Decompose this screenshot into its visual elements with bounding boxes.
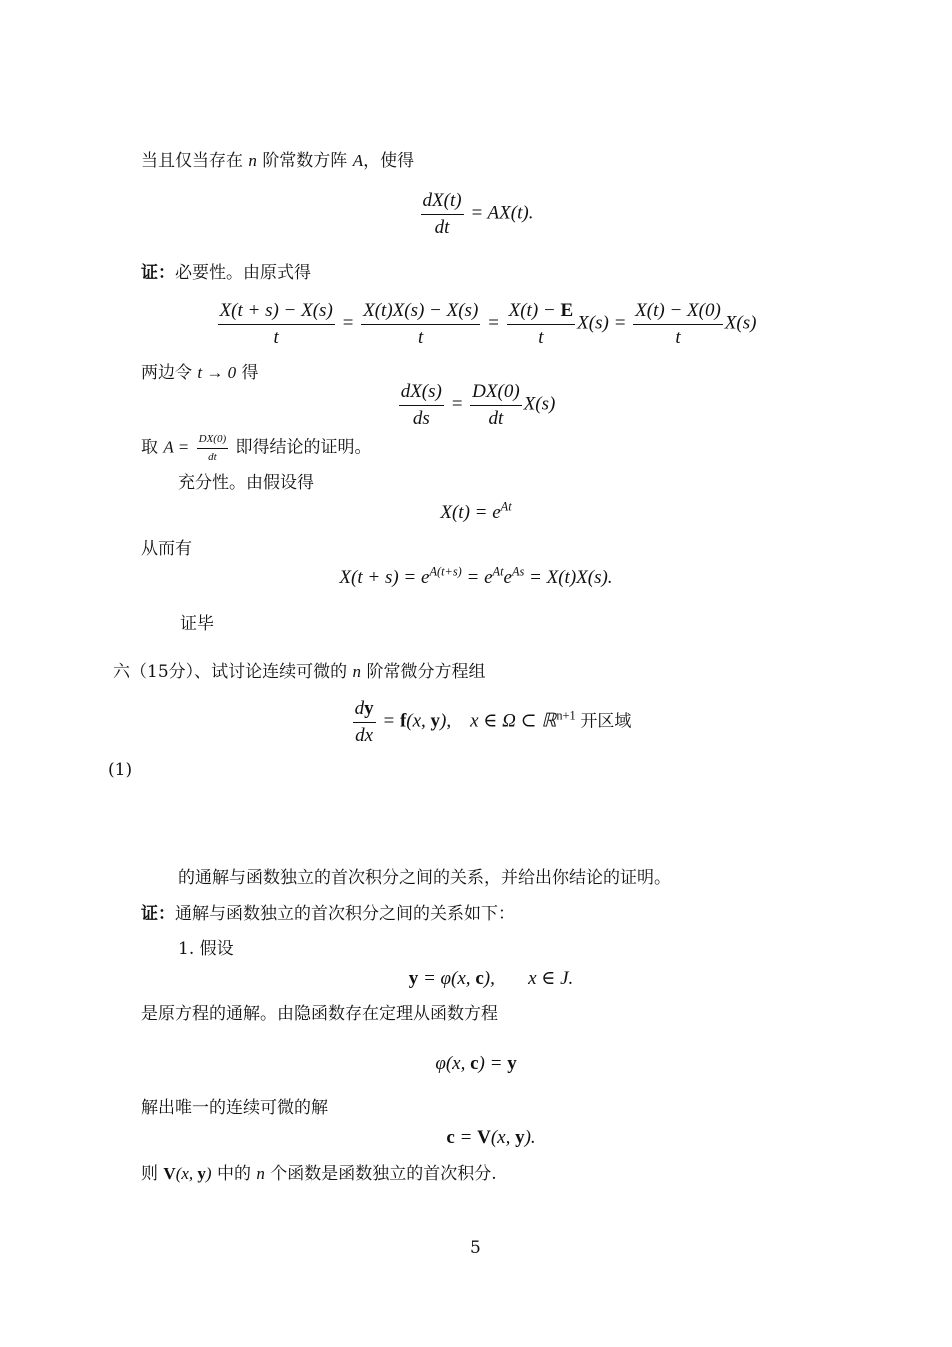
equation-general-solution: y = φ(x, c), x ∈ J. <box>408 968 574 989</box>
qed-text: 证毕 <box>180 614 214 634</box>
proof-necessity-line: 证：必要性。由原式得 <box>141 263 311 283</box>
limit-line: 两边令 t → 0 得 <box>141 363 259 383</box>
equation-semigroup: $X(t + s) = e^{A(t+s)} = e^{At}e^{As} = X(t)X(s)$. <box>339 564 613 588</box>
proof-relation-line: 证：通解与函数独立的首次积分之间的关系如下： <box>141 904 515 924</box>
general-solution-line: 是原方程的通解。由隐函数存在定理从函数方程 <box>141 1004 498 1024</box>
equation-phi: φ(x, c) = y <box>435 1053 517 1074</box>
equation-dXdt: $\frac{dX(t)}{dt}$ = AX(t). <box>422 190 534 238</box>
intro-line: 当且仅当存在 n 阶常数方阵 A，使得 <box>141 151 415 171</box>
equation-dXds: $\frac{dX(s)}{ds}$ = $\frac{DX(0)}{dt}$ X(s) <box>400 381 556 429</box>
equation-exponential: $X(t) = e^{At}$ <box>440 499 512 523</box>
question-6-heading: 六（15分）、试讨论连续可微的 n 阶常微分方程组 <box>113 662 486 682</box>
hence-line: 从而有 <box>141 539 192 559</box>
solve-line: 解出唯一的连续可微的解 <box>141 1098 328 1118</box>
sufficiency-line: 充分性。由假设得 <box>178 473 314 493</box>
item-1: 1. 假设 <box>178 939 234 959</box>
equation-difference-quotient: $\frac{X(t + s) - X(s)}{t}$ = $\frac{X(t)X(s) - X(s)}{t}$ = $\frac{X(t) - E}{t}$ X(s) = $\frac{X(t) - X(0)}{t}$ X(s) <box>219 300 757 348</box>
equation-ode-system: $\frac{dy}{dx}$ = f(x, y), x ∈ Ω ⊂ ℝ$^{n+1}$ 开区域 <box>354 698 632 746</box>
take-A-line: 取 A = $\frac{DX(0)}{dt}$ 即得结论的证明。 <box>141 433 372 463</box>
page-number: 5 <box>470 1238 481 1258</box>
fraction: $\frac{dX(t)}{dt}$ <box>422 190 462 238</box>
conclusion-line: 则 V(x, y) 中的 n 个函数是函数独立的首次积分. <box>141 1164 497 1184</box>
equation-c-V: c = V(x, y). <box>446 1127 536 1148</box>
equation-number: (1) <box>108 760 133 780</box>
question-6-continuation: 的通解与函数独立的首次积分之间的关系，并给出你结论的证明。 <box>178 868 671 888</box>
